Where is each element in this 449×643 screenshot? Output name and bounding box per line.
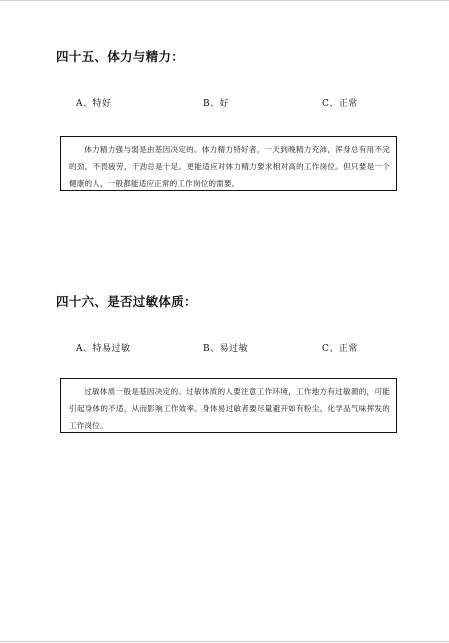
question-46-option-b: B、易过敏 — [203, 344, 249, 354]
question-46-title: 四十六、是否过敏体质： — [56, 294, 197, 309]
question-46-option-c: C、正常 — [322, 344, 358, 354]
question-46-option-a: A、特易过敏 — [76, 344, 131, 354]
question-45-option-a: A、特好 — [76, 99, 112, 109]
question-46-note-box: 过敏体质一般是基因决定的。过敏体质的人要注意工作环境，工作地方有过敏源的，可能引起身体的不适，从而影响工作效率。身体易过敏者要尽量避开如有粉尘、化学品气味挥发的工作岗位。 — [60, 378, 397, 433]
question-45-option-b: B、好 — [203, 99, 230, 109]
question-45-title: 四十五、体力与精力： — [56, 49, 185, 64]
question-45-option-c: C、正常 — [322, 99, 358, 109]
page-top-border — [0, 0, 449, 1]
page-bottom-border — [0, 641, 449, 642]
question-45-note-box: 体力精力强与弱是由基因决定的。体力精力特好者，一天到晚精力充沛，浑身总有用不完的劲，不畏疲劳，干劲总是十足。更能适应对体力精力要求相对高的工作岗位。但只要是一个健康的人，一般都能适应正常的工作岗位的需要。 — [60, 136, 397, 191]
